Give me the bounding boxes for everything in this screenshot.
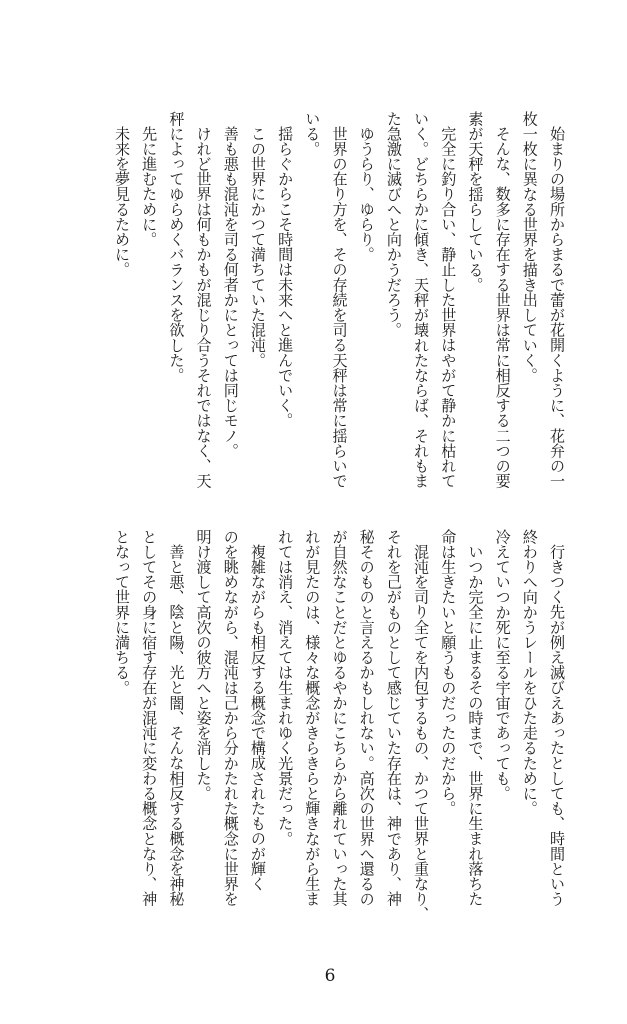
text-line: 先に進むために。: [140, 126, 159, 247]
text-line: いつか完全に止まるその時まで、世界に生まれ落ちた: [466, 544, 485, 907]
text-line: 揺らぐからこそ時間は未来へと進んでいく。: [276, 126, 295, 429]
text-line: た急激に滅びへと向かうだろう。: [384, 111, 403, 338]
text-line: 未来を夢見るために。: [113, 126, 131, 278]
text-line: けれど世界は何もかもが混じり合うそれではなく、天: [194, 126, 213, 489]
top-text-block: [104, 111, 570, 493]
text-line: そんな、数多に存在する世界は常に相反する二つの要: [493, 126, 512, 489]
page-number: 6: [324, 966, 336, 986]
text-line: 命は生きたいと願うものだったのだから。: [439, 529, 458, 816]
text-line: 冷えていつか死に至る宇宙であっても。: [493, 529, 512, 801]
text-line: いる。: [303, 111, 322, 157]
text-line: この世界にかつて満ちていた混沌。: [248, 126, 267, 368]
text-line: 明け渡して高次の彼方へと姿を消した。: [194, 529, 213, 801]
text-line: それを己がものとして感じていた存在は、神であり、神: [384, 529, 403, 907]
text-line: 完全に釣り合い、静止した世界はやがて静かに枯れて: [439, 126, 458, 489]
text-line: れては消え、消えては生まれゆく光景だった。: [276, 529, 295, 847]
text-line: 善と悪、陰と陽、光と闇、そんな相反する概念を神秘: [167, 544, 186, 907]
text-line: れが見たのは、様々な概念がきらきらと輝きながら生ま: [303, 529, 322, 907]
text-line: 枚一枚に異なる世界を描き出していく。: [520, 111, 539, 383]
text-line: のを眺めながら、混沌は己から分かたれた概念に世界を: [221, 529, 240, 907]
text-line: 行きつく先が例え滅びえあったとしても、時間という: [548, 544, 566, 907]
text-line: 秘そのものと言えるかもしれない。高次の世界へ還るの: [357, 529, 376, 907]
text-line: となって世界に満ちる。: [113, 529, 131, 696]
text-line: 複雑ながらも相反する概念で構成されたものが輝く: [248, 544, 267, 892]
text-line: 素が天秤を揺らしている。: [466, 111, 485, 293]
text-line: いく。どちらかに傾き、天秤が壊れたならば、それもま: [412, 111, 431, 489]
text-line: としてその身に宿す存在が混沌に変わる概念となり、神: [140, 529, 159, 907]
text-line: 混沌を司り全てを内包するもの、かつて世界と重なり、: [412, 544, 431, 922]
text-line: ゆうらり、ゆらり。: [357, 126, 376, 262]
text-line: 始まりの場所からまるで蕾が花開くように、花弁の一: [548, 126, 566, 489]
text-line: 秤によってゆらめくバランスを欲した。: [167, 111, 186, 383]
text-line: 世界の在り方を、その存続を司る天秤は常に揺らいで: [330, 126, 349, 489]
bottom-text-block: [104, 529, 570, 922]
text-line: が自然なことだとゆるやかにこちらから離れていった其: [330, 529, 349, 907]
text-line: 終わりへ向かうレールをひた走るために。: [520, 529, 539, 816]
text-line: 善も悪も混沌を司る何者かにとっては同じモノ。: [221, 126, 240, 459]
